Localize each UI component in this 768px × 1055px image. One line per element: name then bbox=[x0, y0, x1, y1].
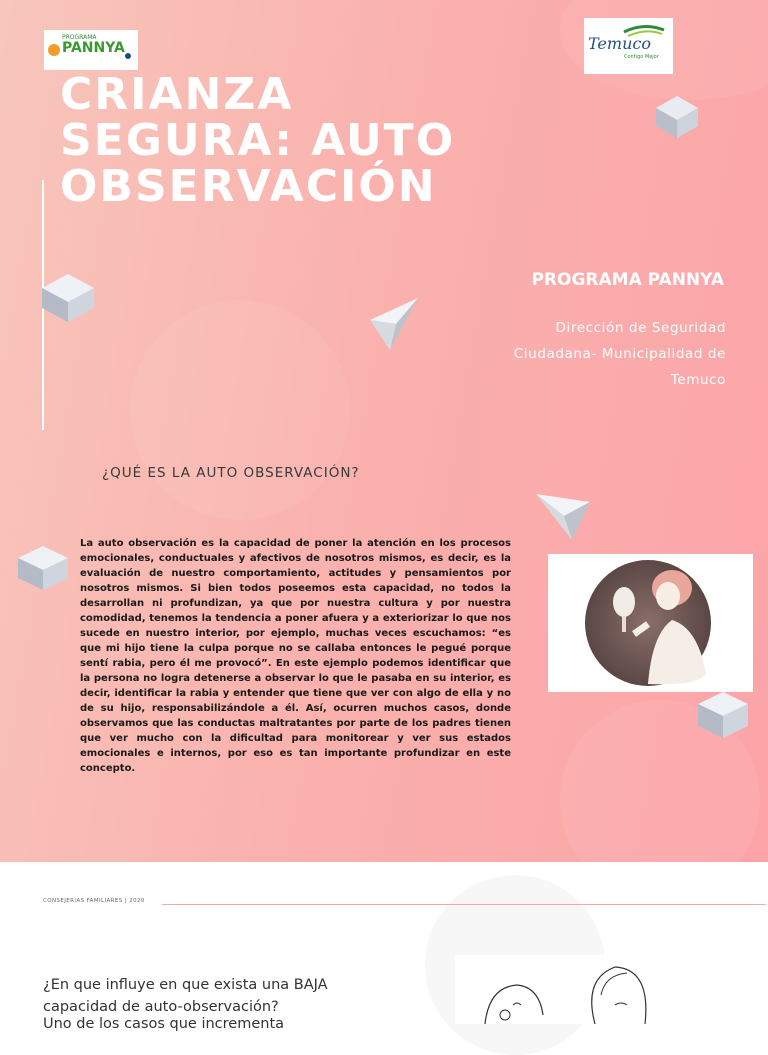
program-subtitle: PROGRAMA PANNYA bbox=[531, 270, 724, 290]
woman-mirror-illustration bbox=[548, 554, 753, 692]
decorative-blob bbox=[130, 300, 350, 520]
page2-cut-line: Uno de los casos que incrementa bbox=[43, 1016, 285, 1032]
section-question: ¿QUÉ ES LA AUTO OBSERVACIÓN? bbox=[102, 465, 360, 481]
pannya-logo bbox=[44, 30, 138, 70]
logo-small-text: PROGRAMA bbox=[62, 34, 97, 41]
title-line: CRIANZA bbox=[60, 69, 294, 120]
cube-icon bbox=[16, 544, 70, 592]
temuco-logo bbox=[584, 18, 673, 74]
logo-big-text: PANNYA bbox=[62, 40, 125, 56]
pyramid-icon bbox=[366, 296, 420, 352]
org-line: Ciudadana- Municipalidad de bbox=[513, 346, 726, 362]
cube-icon bbox=[654, 94, 700, 140]
page2-sketch-illustration bbox=[455, 955, 768, 1024]
footer-divider bbox=[162, 904, 766, 905]
organization-text bbox=[456, 315, 726, 393]
sketch-faces-drawing bbox=[455, 955, 768, 1024]
org-line: Temuco bbox=[670, 372, 726, 388]
title-line: OBSERVACIÓN bbox=[60, 161, 437, 212]
body-paragraph: La auto observación es la capacidad de poner la atención en los procesos emocionales, conductuales y afectivos de nosotros mismos, es decir, es la evaluación de nuestro comportamiento, actitudes y pensamientos por nosotros mismos. Si bien todos poseemos esta capacidad, no todos la desarrollan ni profundizan, ya que por nuestra cultura y por nuestra comodidad, tenemos la tendencia a poner afuera y a exteriorizar lo que nos sucede en nuestro interior, por ejemplo, muchas veces escuchamos: “es que mi hijo tiene la culpa porque no se callaba entonces le pegué porque sentí rabia, pero él me provocó”. En este ejemplo podemos identificar que la persona no logra detenerse a observar lo que le pasaba en su interior, es decir, identificar la rabia y entender que tiene que ver con algo de ella y no de su hijo, responsabilizándole a él. Así, ocurren muchos casos, donde observamos que las conductas maltratantes por parte de los padres tienen que ver mucho con la dificultad para monitorear y ver sus estados emocionales e internos, por eso es tan importante profundizar en este concepto. bbox=[80, 538, 511, 774]
logo-temuco-text: Temuco bbox=[588, 34, 651, 53]
org-line: Dirección de Seguridad bbox=[555, 320, 726, 336]
cube-icon bbox=[696, 690, 750, 740]
illustration-mirror bbox=[548, 554, 753, 692]
page-title bbox=[60, 69, 520, 212]
title-line: SEGURA: AUTO bbox=[60, 115, 456, 166]
footer-label: CONSEJERIAS FAMILIARES | 2020 bbox=[43, 898, 145, 904]
logo-temuco-sub: Contigo Mejor bbox=[624, 54, 659, 60]
cube-icon bbox=[40, 272, 96, 324]
page2-question: ¿En que influye en que exista una BAJA capacidad de auto-observación? bbox=[43, 977, 328, 1015]
pyramid-icon bbox=[534, 490, 592, 542]
